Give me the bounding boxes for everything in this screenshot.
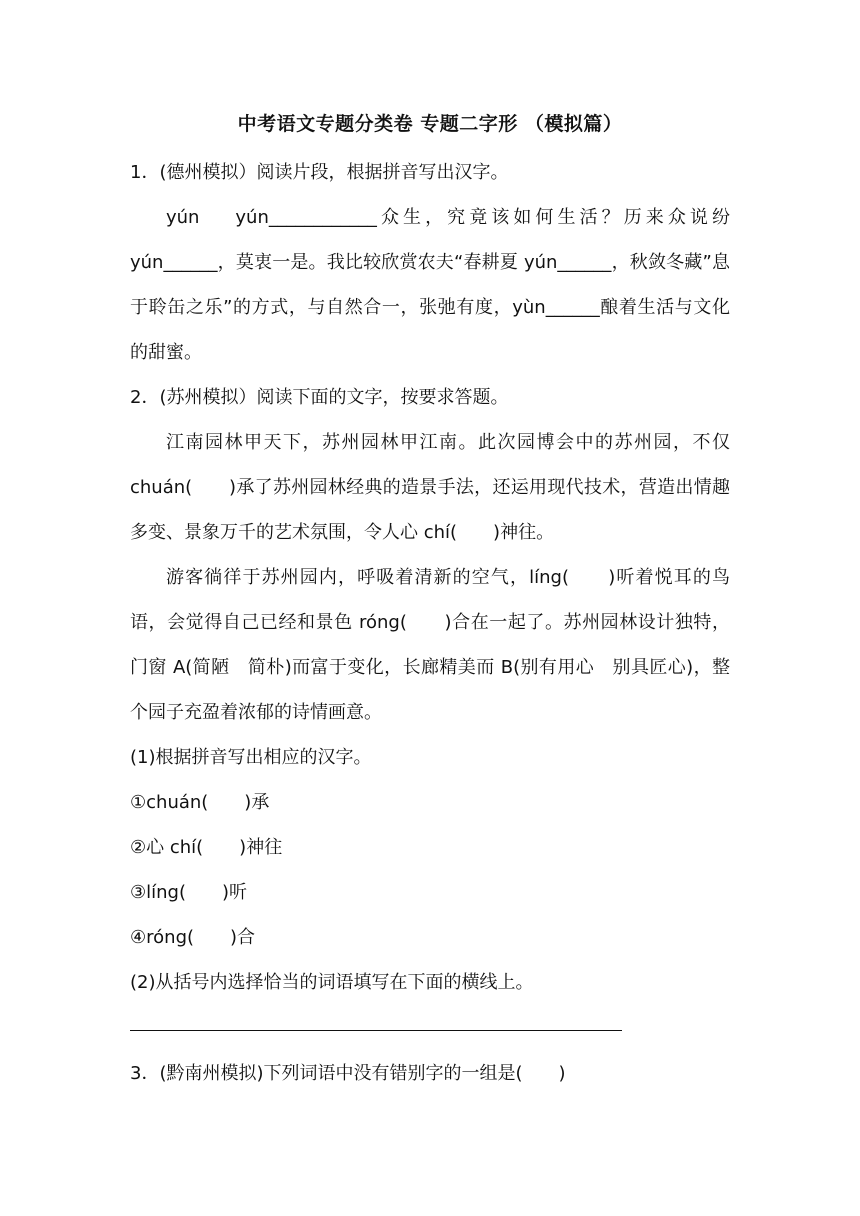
pinyin-item-4: ④róng( )合	[130, 927, 256, 948]
page-title: 中考语文专题分类卷 专题二字形 （模拟篇）	[237, 113, 623, 135]
question-2-heading: 2．(苏州模拟）阅读下面的文字，按要求答题。	[130, 387, 509, 408]
question-2-subquestion-2: (2)从括号内选择恰当的词语填写在下面的横线上。	[130, 972, 534, 993]
question-1-passage: yún yún____________众生，究竟该如何生活？历来众说纷yún______，莫衷一是。我比较欣赏农夫“春耕夏 yún______，秋敛冬藏”息于聆缶之乐”的方式，与自然合一，张弛有度，yùn______酿着生活与文化的甜蜜。	[130, 207, 730, 363]
question-2-paragraph-2: 游客徜徉于苏州园内，呼吸着清新的空气，líng( )听着悦耳的鸟语，会觉得自己已经和景色 róng( )合在一起了。苏州园林设计独特，门窗 A(简陋 简朴)而富于变化，长廊精美而 B(别有用心 别具匠心)，整个园子充盈着浓郁的诗情画意。	[130, 567, 730, 723]
pinyin-item-1: ①chuán( )承	[130, 792, 270, 813]
pinyin-item-2: ②心 chí( )神往	[130, 837, 283, 858]
question-3-heading: 3．(黔南州模拟)下列词语中没有错别字的一组是( )	[130, 1063, 566, 1084]
question-1-heading: 1．(德州模拟）阅读片段，根据拼音写出汉字。	[130, 162, 509, 183]
answer-line	[130, 1030, 622, 1031]
pinyin-item-3: ③líng( )听	[130, 882, 248, 903]
question-2-subquestion-1: (1)根据拼音写出相应的汉字。	[130, 747, 372, 768]
document-page	[130, 110, 730, 1096]
question-2-paragraph-1: 江南园林甲天下，苏州园林甲江南。此次园博会中的苏州园，不仅 chuán( )承了苏州园林经典的造景手法，还运用现代技术，营造出情趣多变、景象万千的艺术氛围，令人心 chí( )神往。	[130, 432, 730, 543]
